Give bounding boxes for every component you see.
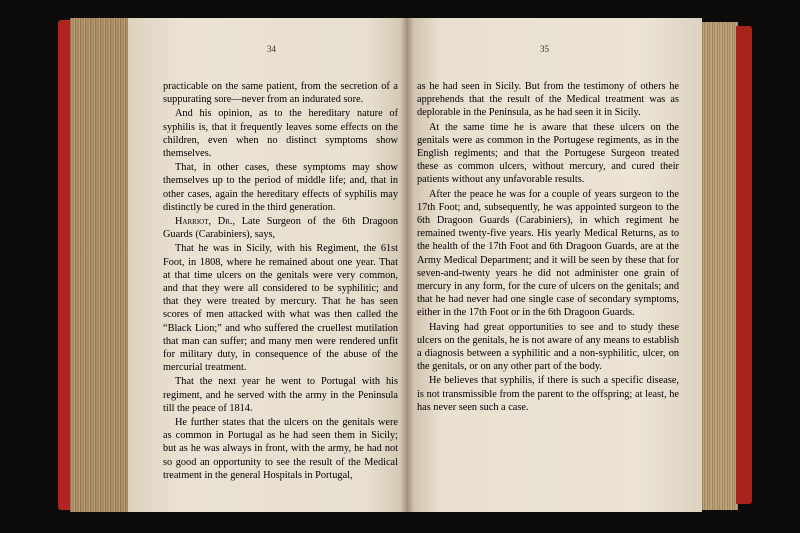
paragraph [163,107,398,160]
left-page-stack [70,18,134,512]
paragraph [417,374,679,414]
paragraph [163,80,398,106]
paragraph [417,188,679,320]
right-page-text [417,80,679,415]
paragraph [163,161,398,214]
author-name: Harriot, Dr., [175,216,236,228]
paragraph-text: That he was in Sicily, with his Regiment, the 61st Foot, in 1808, where he remained about one year. That at that time ulcers on the genitals were very common, and that they were all considered to be syphilitic; and that they were treated by mercury. That he has seen scores of men attacked with what was then called the “Black Lion;” and who suffered the cruellest mutilation that man can suffer; and many men were rendered unfit for military duty, in consequence of the abuse of the mercurial treatment. [163,243,398,374]
paragraph-text: He believes that syphilis, if there is such a specific disease, is not transmissible from the parent to the offspring; at least, he has never seen such a case. [417,375,679,413]
paragraph-text: That, in other cases, these symptoms may show themselves up to the period of middle life; and, that in other cases, again the hereditary effects of syphilis may distinctly be cured in the third generation. [163,162,398,213]
paragraph-text: Late Surgeon of the 6th Dragoon Guards (Carabiniers), says, [163,216,398,241]
paragraph [417,80,679,120]
right-cover [736,26,752,504]
paragraph-text: as he had seen in Sicily. But from the testimony of others he apprehends that the result of the Medical treatment was as deplorable in the Peninsula, as he had seen it in Sicily. [417,81,679,119]
paragraph [163,416,398,482]
right-page-stack [698,22,738,510]
paragraph-text: That the next year he went to Portugal with his regiment, and he served with the army in the Peninsula till the peace of 1814. [163,376,398,414]
right-page-number: 35 [540,44,549,54]
paragraph-text: Having had great opportunities to see and to study these ulcers on the genitals, he is not aware of any means to establish a diagnosis between a syphilitic and a non-syphilitic, ulcer, on the genitals, or on any other part of the body. [417,321,679,373]
paragraph-text: practicable on the same patient, from the secretion of a suppurating sore—never from an indurated sore. [163,81,398,106]
paragraph-text: He further states that the ulcers on the genitals were as common in Portugal as he had seen them in Sicily; but as he was always in front, with the army, he had not so good an opportunity to see the result of the Medical treatment in the general Hospitals in Portugal, [163,417,398,481]
paragraph-text: At the same time he is aware that these ulcers on the genitals were as common in the Portugese regiments, as in the English regiments; and that the Portugese Surgeon treated these as common ulcers, without mercury, and cured their patients without any unfavorable results. [417,121,679,186]
paragraph-text: And his opinion, as to the hereditary nature of syphilis is, that it frequently leaves some effects on the children, even when no distinct symptoms show themselves. [163,108,398,160]
paragraph [163,215,398,241]
book-gutter [400,18,414,512]
paragraph [417,321,679,374]
paragraph [417,121,679,187]
paragraph [163,375,398,415]
paragraph [163,242,398,374]
left-page-text [163,80,398,483]
left-page-number: 34 [267,44,276,54]
paragraph-text: After the peace he was for a couple of years surgeon to the 17th Foot; and, subsequently, he was appointed surgeon to the 6th Dragoon Guards (Carabiniers), in which regiment he remained twenty-five years. His yearly Medical Returns, as to the health of the 17th Foot and 6th Dragoon Guards, are at the Army Medical Department; and it will be seen by these that for seven-and-twenty years he did not administer one grain of mercury in any form, for the cure of ulcers on the genitals; and that he had never had one single case of secondary symptoms, either in the 17th Foot or in the 6th Dragoon Guards. [417,188,679,319]
